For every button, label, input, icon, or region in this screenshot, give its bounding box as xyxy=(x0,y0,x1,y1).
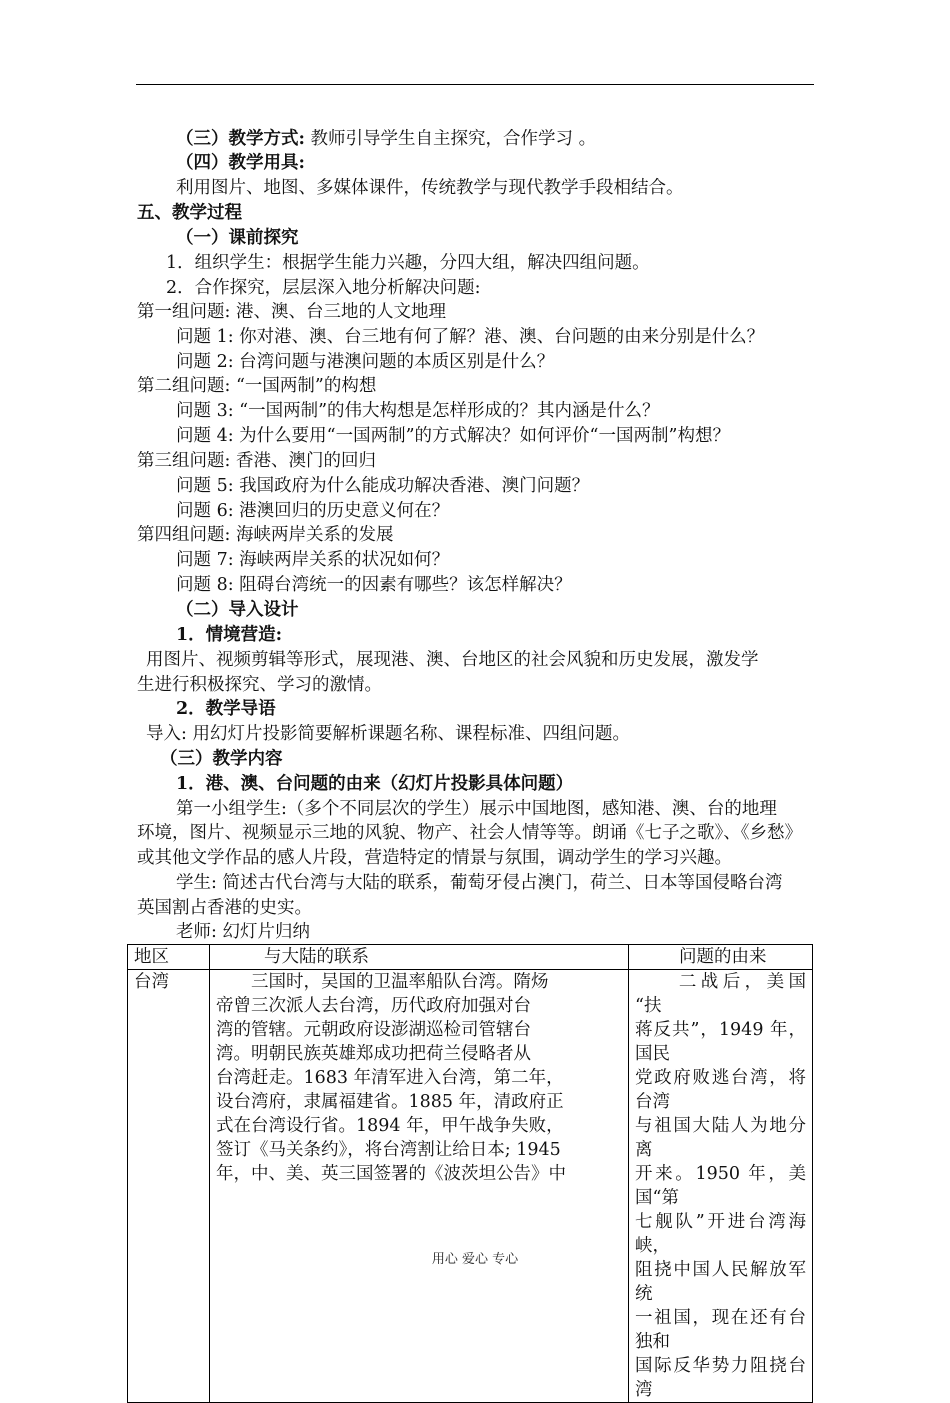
teaching-method-text: 教师引导学生自主探究，合作学习 。 xyxy=(310,129,597,149)
table-row xyxy=(128,970,813,1403)
paragraph-line: 生进行积极探究、学习的激情。 xyxy=(137,675,382,695)
table-header-cell: 与大陆的联系 xyxy=(210,945,629,970)
history-table xyxy=(127,944,813,1403)
section-five-heading: 五、教学过程 xyxy=(137,203,242,223)
subheading: 1．情境营造: xyxy=(176,625,283,645)
cell-line: 蒋反共”，1949 年，国民 xyxy=(635,1020,806,1064)
question-line: 问题 5: 我国政府为什么能成功解决香港、澳门问题？ xyxy=(176,476,590,496)
teaching-content-heading: （三）教学内容 xyxy=(160,749,283,769)
group-heading: 第三组问题: 香港、澳门的回归 xyxy=(137,451,376,471)
header-rule xyxy=(136,84,814,85)
teaching-tools-heading: （四）教学用具: xyxy=(176,153,305,173)
paragraph-line: 导入: 用幻灯片投影简要解析课题名称、课程标准、四组问题。 xyxy=(146,724,630,744)
paragraph-line: 环境，图片、视频显示三地的风貌、物产、社会人情等等。朗诵《七子之歌》、《乡愁》 xyxy=(137,823,802,843)
teaching-tools-text: 利用图片、地图、多媒体课件，传统教学与现代教学手段相结合。 xyxy=(176,178,684,198)
cell-line: 与祖国大陆人为地分离 xyxy=(635,1116,806,1160)
cell-line: 国际反华势力阻挠台湾 xyxy=(635,1356,806,1400)
group-heading: 第二组问题: “一国两制”的构想 xyxy=(137,376,377,396)
page-footer: 用心 爱心 专心 xyxy=(431,1252,519,1267)
paragraph-line: 老师: 幻灯片归纳 xyxy=(176,922,310,942)
cell-line: 三国时，吴国的卫温率船队台湾。隋炀 xyxy=(216,972,549,992)
cell-line: 七舰队”开进台湾海峡， xyxy=(635,1212,806,1256)
cell-line: 阻挠中国人民解放军统 xyxy=(635,1260,806,1304)
table-header-cell: 地区 xyxy=(128,945,210,970)
paragraph-line: 英国割占香港的史实。 xyxy=(137,898,312,918)
teaching-method-line xyxy=(176,127,596,151)
question-line: 问题 1: 你对港、澳、台三地有何了解？港、澳、台问题的由来分别是什么？ xyxy=(176,327,765,347)
cell-line: 设台湾府，隶属福建省。1885 年，清政府正 xyxy=(216,1092,564,1112)
paragraph-line: 用图片、视频剪辑等形式，展现港、澳、台地区的社会风貌和历史发展，激发学 xyxy=(146,650,759,670)
cell-line: 台湾赶走。1683 年清军进入台湾，第二年， xyxy=(216,1068,564,1088)
table-header-cell: 问题的由来 xyxy=(629,945,813,970)
cell-line: 式在台湾设行省。1894 年，甲午战争失败， xyxy=(216,1116,564,1136)
table-cell-relation xyxy=(210,970,629,1403)
teaching-method-label: （三）教学方式: xyxy=(176,129,305,149)
paragraph-line: 2．合作探究，层层深入地分析解决问题: xyxy=(166,278,481,298)
question-line: 问题 3: “一国两制”的伟大构想是怎样形成的？其内涵是什么？ xyxy=(176,401,660,421)
cell-line: 年，中、美、英三国签署的《波茨坦公告》中 xyxy=(216,1164,566,1184)
pre-class-heading: （一）课前探究 xyxy=(176,228,299,248)
subheading: 1．港、澳、台问题的由来（幻灯片投影具体问题） xyxy=(176,774,574,794)
question-line: 问题 7: 海峡两岸关系的状况如何？ xyxy=(176,550,450,570)
table-cell-origin xyxy=(629,970,813,1403)
table-cell-region: 台湾 xyxy=(128,970,210,1403)
question-line: 问题 2: 台湾问题与港澳问题的本质区别是什么？ xyxy=(176,352,555,372)
question-line: 问题 8: 阻碍台湾统一的因素有哪些？该怎样解决？ xyxy=(176,575,572,595)
paragraph-line: 或其他文学作品的感人片段，营造特定的情景与氛围，调动学生的学习兴趣。 xyxy=(137,848,732,868)
cell-line: 一祖国，现在还有台独和 xyxy=(635,1308,806,1352)
cell-line: 帝曾三次派人去台湾，历代政府加强对台 xyxy=(216,996,531,1016)
cell-line: 二战后，美国 “扶 xyxy=(635,972,806,1016)
paragraph-line: 1．组织学生：根据学生能力兴趣，分四大组，解决四组问题。 xyxy=(166,253,650,273)
group-heading: 第四组问题: 海峡两岸关系的发展 xyxy=(137,525,394,545)
paragraph-line: 学生: 简述古代台湾与大陆的联系，葡萄牙侵占澳门，荷兰、日本等国侵略台湾 xyxy=(176,873,783,893)
intro-design-heading: （二）导入设计 xyxy=(176,600,299,620)
cell-line: 开来。1950 年，美国“第 xyxy=(635,1164,806,1208)
paragraph-line: 第一小组学生:（多个不同层次的学生）展示中国地图，感知港、澳、台的地理 xyxy=(176,799,777,819)
cell-line: 签订《马关条约》，将台湾割让给日本; 1945 xyxy=(216,1140,561,1160)
table-header-row xyxy=(128,945,813,970)
question-line: 问题 6: 港澳回归的历史意义何在？ xyxy=(176,501,450,521)
question-line: 问题 4: 为什么要用“一国两制”的方式解决？如何评价“一国两制”构想？ xyxy=(176,426,730,446)
subheading: 2．教学导语 xyxy=(176,699,276,719)
cell-line: 湾。明朝民族英雄郑成功把荷兰侵略者从 xyxy=(216,1044,531,1064)
cell-line: 党政府败逃台湾，将台湾 xyxy=(635,1068,806,1112)
group-heading: 第一组问题: 港、澳、台三地的人文地理 xyxy=(137,302,446,322)
cell-line: 湾的管辖。元朝政府设澎湖巡检司管辖台 xyxy=(216,1020,531,1040)
